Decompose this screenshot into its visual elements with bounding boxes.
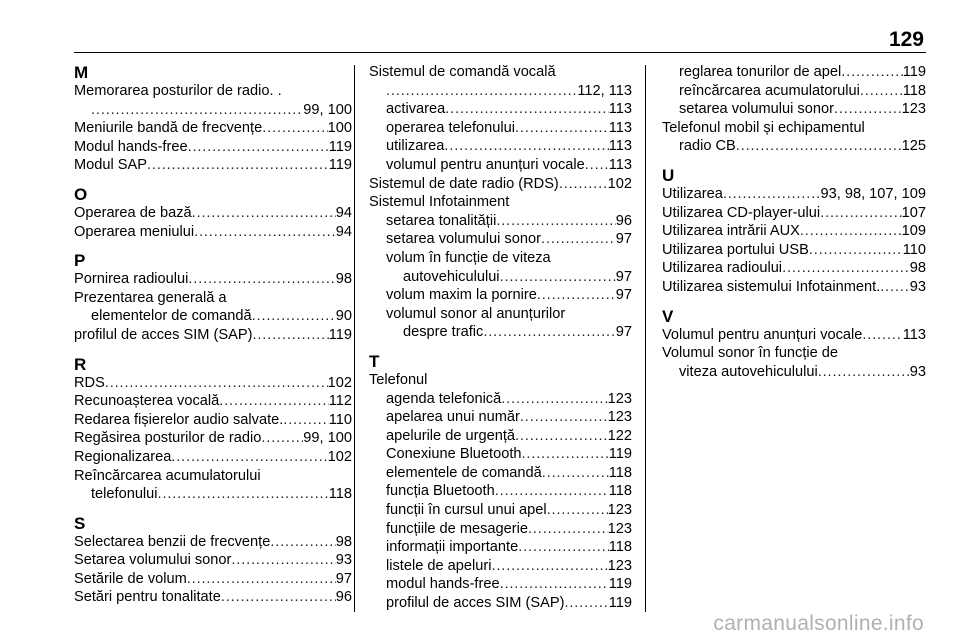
section-letter: P — [74, 251, 86, 271]
dot-leader — [518, 538, 609, 557]
index-entry — [369, 100, 632, 119]
entry-text: Selectarea benzii de frecvențe — [74, 533, 271, 550]
entry-text: Meniurile bandă de frecvențe — [74, 120, 263, 137]
dot-leader — [537, 286, 616, 305]
entry-line — [74, 392, 352, 411]
index-entry — [74, 411, 352, 430]
entry-text: Setările de volum — [74, 570, 187, 587]
page-reference: 123 — [607, 557, 632, 574]
entry-text: volum maxim la pornire — [386, 287, 537, 304]
dot-leader — [231, 551, 335, 570]
entry-line — [74, 411, 352, 430]
index-entry — [74, 467, 352, 504]
dot-leader — [723, 185, 821, 204]
dot-leader — [219, 392, 329, 411]
index-entry — [662, 278, 926, 297]
page-reference: 122 — [607, 427, 632, 444]
entry-text: Utilizarea portului USB — [662, 241, 809, 258]
page-reference: 102 — [327, 448, 352, 465]
page-reference: 98 — [335, 271, 352, 288]
entry-line — [662, 137, 926, 156]
dot-leader — [221, 588, 336, 607]
entry-text: listele de apeluri — [386, 557, 492, 574]
index-entry — [662, 222, 926, 241]
entry-text: Sistemul de date radio (RDS) — [369, 175, 559, 192]
index-entry — [369, 371, 632, 390]
index-entry — [662, 82, 926, 101]
page-reference: 97 — [615, 287, 632, 304]
page-reference: 118 — [608, 483, 632, 500]
page-reference: 113 — [608, 138, 632, 155]
entry-text: Telefonul mobil și echipamentul — [662, 119, 865, 136]
index-entry — [74, 448, 352, 467]
index-entry — [662, 63, 926, 82]
page-reference: 119 — [328, 326, 352, 343]
entry-text: reglarea tonurilor de apel — [679, 64, 842, 80]
index-entry — [74, 392, 352, 411]
page-reference: 97 — [615, 268, 632, 285]
dot-leader — [809, 241, 903, 260]
dot-leader — [158, 485, 329, 504]
page-reference: 113 — [608, 101, 632, 118]
index-entry — [369, 156, 632, 175]
entry-text: volumul sonor al anunțurilor — [386, 305, 566, 322]
page-reference: 123 — [607, 502, 632, 519]
column-divider — [645, 65, 646, 612]
entry-text: Redarea fișierelor audio salvate. — [74, 411, 284, 428]
page-number: 129 — [888, 28, 924, 51]
index-entry — [369, 305, 632, 342]
dot-leader — [270, 533, 335, 552]
entry-text: reîncărcarea acumulatorului — [679, 82, 860, 99]
entry-line — [679, 63, 926, 82]
dot-leader — [515, 119, 609, 138]
entry-line — [662, 185, 926, 204]
entry-text: telefonului — [91, 486, 158, 503]
entry-text: Utilizarea radioului — [662, 260, 783, 277]
entry-text: Sistemul Infotainment — [369, 194, 510, 211]
entry-line — [386, 464, 632, 483]
entry-line — [74, 223, 352, 242]
entry-line — [386, 390, 632, 409]
entry-line — [386, 268, 632, 287]
entry-line — [386, 445, 632, 464]
entry-text: volum în funcție de viteza — [386, 249, 551, 266]
page-reference: 90 — [335, 308, 352, 325]
dot-leader — [834, 100, 902, 119]
dot-leader — [495, 482, 609, 501]
index-entry — [369, 501, 632, 520]
page-reference: 100 — [327, 120, 352, 137]
index-entry — [74, 429, 352, 448]
index-entry — [74, 223, 352, 242]
entry-text: Volumul pentru anunțuri vocale — [662, 326, 863, 343]
entry-text: elementelor de comandă — [91, 308, 252, 325]
entry-line — [74, 588, 352, 607]
entry-text: Setări pentru tonalitate — [74, 589, 221, 606]
dot-leader — [192, 204, 336, 223]
entry-text: profilul de acces SIM (SAP) — [386, 595, 565, 612]
dot-leader — [188, 270, 335, 289]
dot-leader — [188, 138, 329, 157]
dot-leader — [501, 390, 607, 409]
entry-text: apelurile de urgență — [386, 427, 516, 444]
entry-line — [386, 575, 632, 594]
dot-leader — [782, 259, 910, 278]
entry-text: utilizarea — [386, 138, 445, 155]
entry-text: volumul pentru anunțuri vocale — [386, 156, 585, 173]
page-reference: 118 — [902, 82, 926, 99]
index-entry — [74, 138, 352, 157]
dot-leader — [445, 100, 609, 119]
index-entry — [74, 551, 352, 570]
section-letter: V — [662, 306, 674, 326]
entry-text: Regionalizarea — [74, 448, 172, 465]
page-reference: 94 — [335, 204, 352, 221]
dot-leader — [541, 230, 616, 249]
dot-leader — [147, 156, 329, 175]
entry-text: Regăsirea posturilor de radio — [74, 430, 262, 447]
entry-line — [74, 533, 352, 552]
entry-line — [74, 101, 352, 120]
entry-text: Conexiune Bluetooth — [386, 446, 522, 463]
dot-leader — [187, 570, 336, 589]
entry-line — [386, 137, 632, 156]
index-entry — [369, 408, 632, 427]
page-reference: 118 — [608, 539, 632, 556]
index-entry — [369, 175, 632, 194]
entry-text: Prezentarea generală a — [74, 289, 227, 306]
index-entry — [369, 520, 632, 539]
entry-text: Operarea meniului — [74, 223, 195, 240]
entry-line — [74, 448, 352, 467]
page-reference: 113 — [608, 119, 632, 136]
entry-text: autovehiculului — [403, 268, 500, 285]
page-reference: 97 — [335, 570, 352, 587]
page-reference: 119 — [328, 157, 352, 174]
page-reference: 118 — [608, 464, 632, 481]
header-rule — [74, 52, 926, 53]
dot-leader — [736, 137, 902, 156]
page-reference: 94 — [335, 223, 352, 240]
entry-text: agenda telefonică — [386, 390, 502, 407]
dot-leader — [500, 575, 609, 594]
entry-line — [74, 138, 352, 157]
section-letter: R — [74, 354, 87, 374]
dot-leader — [252, 326, 328, 345]
dot-leader — [91, 101, 303, 120]
dot-leader — [252, 307, 336, 326]
index-entry — [662, 259, 926, 278]
entry-text: profilul de acces SIM (SAP) — [74, 326, 253, 343]
index-entry — [662, 204, 926, 223]
entry-text: funcția Bluetooth — [386, 483, 495, 500]
entry-text: Setarea volumului sonor — [74, 552, 232, 569]
page-reference: 119 — [608, 595, 632, 612]
entry-text: RDS — [74, 374, 105, 391]
index-entry — [369, 538, 632, 557]
dot-leader — [528, 520, 608, 539]
page-reference: 119 — [328, 138, 352, 155]
index-entry — [369, 193, 632, 212]
index-entry — [369, 286, 632, 305]
entry-text: activarea — [386, 101, 446, 118]
index-entry — [74, 156, 352, 175]
page-reference: 93 — [909, 363, 926, 380]
dot-leader — [862, 326, 902, 345]
dot-leader — [491, 557, 607, 576]
watermark: carmanualsonline.info — [713, 612, 924, 635]
page-reference: 99, 100 — [303, 101, 352, 118]
page-reference: 97 — [615, 324, 632, 341]
section-letter: U — [662, 165, 675, 185]
entry-line — [74, 429, 352, 448]
entry-text: setarea volumului sonor — [386, 231, 541, 248]
page-reference: 119 — [608, 576, 632, 593]
dot-leader — [880, 278, 910, 297]
entry-text: Volumul sonor în funcție de — [662, 345, 839, 362]
entry-line — [369, 175, 632, 194]
entry-line — [662, 363, 926, 382]
index-entry — [74, 374, 352, 393]
entry-line — [386, 156, 632, 175]
entry-text: Utilizarea sistemului Infotainment. — [662, 278, 881, 295]
entry-line — [74, 374, 352, 393]
page-reference: 93, 98, 107, 109 — [820, 185, 926, 202]
index-entry — [369, 557, 632, 576]
index-entry — [662, 185, 926, 204]
page-reference: 110 — [902, 241, 926, 258]
entry-line — [386, 230, 632, 249]
index-entry — [662, 100, 926, 119]
entry-line — [74, 156, 352, 175]
index-column-1 — [74, 63, 352, 607]
index-column-2 — [369, 63, 632, 613]
entry-line — [662, 204, 926, 223]
section-letter: M — [74, 63, 89, 82]
page-reference: 113 — [608, 156, 632, 173]
index-column-3 — [662, 63, 926, 381]
entry-line — [679, 82, 926, 101]
entry-text: apelarea unui număr — [386, 409, 520, 426]
page-reference: 99, 100 — [303, 430, 352, 447]
index-entry — [369, 63, 632, 100]
entry-line — [386, 100, 632, 119]
dot-leader — [500, 268, 616, 287]
page-reference: 123 — [607, 520, 632, 537]
entry-text: Recunoașterea vocală — [74, 393, 220, 410]
index-entry — [369, 594, 632, 613]
index-entry — [369, 137, 632, 156]
entry-text: informații importante — [386, 539, 519, 556]
page-reference: 118 — [328, 486, 352, 503]
page-reference: 125 — [901, 138, 926, 155]
index-entry — [74, 289, 352, 326]
section-letter: O — [74, 184, 88, 204]
dot-leader — [515, 427, 608, 446]
section-letter: T — [369, 351, 380, 371]
index-entry — [74, 533, 352, 552]
entry-text: funcții în cursul unui apel — [386, 502, 547, 519]
index-entry — [369, 390, 632, 409]
page-reference: 123 — [607, 409, 632, 426]
entry-line — [662, 241, 926, 260]
page-reference: 119 — [902, 64, 926, 80]
index-entry — [662, 241, 926, 260]
index-entry — [74, 570, 352, 589]
entry-line — [74, 270, 352, 289]
entry-line — [386, 501, 632, 520]
page-reference: 98 — [335, 533, 352, 550]
index-entry — [369, 445, 632, 464]
entry-text: Operarea de bază — [74, 204, 192, 221]
entry-text: elementele de comandă — [386, 464, 542, 481]
entry-line — [74, 551, 352, 570]
entry-line — [662, 278, 926, 297]
index-entry — [74, 588, 352, 607]
entry-text: Reîncărcarea acumulatorului — [74, 467, 261, 484]
entry-line — [74, 570, 352, 589]
entry-text: setarea volumului sonor — [679, 101, 834, 118]
entry-text: funcțiile de mesagerie — [386, 520, 528, 537]
dot-leader — [818, 363, 910, 382]
dot-leader — [860, 82, 903, 101]
dot-leader — [171, 448, 327, 467]
index-entry — [369, 212, 632, 231]
entry-line — [386, 594, 632, 613]
page-reference: 123 — [607, 390, 632, 407]
entry-line — [386, 538, 632, 557]
dot-leader — [800, 222, 902, 241]
entry-line — [74, 307, 352, 326]
entry-line — [386, 520, 632, 539]
entry-text: viteza autovehiculului — [679, 363, 818, 380]
entry-line — [369, 82, 632, 101]
dot-leader — [261, 429, 303, 448]
section-letter: S — [74, 513, 86, 533]
entry-line — [386, 286, 632, 305]
index-entry — [662, 119, 926, 156]
entry-text: Modul hands-free — [74, 138, 188, 155]
entry-text: Utilizarea CD-player-ului — [662, 204, 821, 221]
entry-text: radio CB — [679, 138, 736, 155]
entry-line — [386, 212, 632, 231]
page-reference: 109 — [901, 223, 926, 240]
dot-leader — [283, 411, 328, 430]
index-entry — [74, 270, 352, 289]
entry-text: Utilizarea — [662, 185, 723, 202]
page-reference: 98 — [909, 260, 926, 277]
entry-text: modul hands-free — [386, 576, 500, 593]
entry-line — [386, 557, 632, 576]
entry-line — [74, 485, 352, 504]
page-reference: 112 — [328, 393, 352, 410]
index-entry — [369, 575, 632, 594]
index-entry — [74, 119, 352, 138]
page-reference: 102 — [327, 374, 352, 391]
page-reference: 102 — [607, 175, 632, 192]
index-entry — [74, 326, 352, 345]
page-reference: 107 — [901, 204, 926, 221]
index-entry — [369, 427, 632, 446]
index-entry — [74, 82, 352, 119]
dot-leader — [820, 204, 901, 223]
entry-line — [74, 204, 352, 223]
page-reference: 123 — [901, 101, 926, 118]
index-entry — [369, 249, 632, 286]
page-reference: 97 — [615, 231, 632, 248]
entry-line — [386, 427, 632, 446]
page-reference: 110 — [328, 411, 352, 428]
dot-leader — [262, 119, 327, 138]
entry-text: Memorarea posturilor de radio. . — [74, 83, 282, 99]
page-reference: 93 — [909, 278, 926, 295]
column-divider — [354, 65, 355, 612]
index-entry — [74, 204, 352, 223]
entry-line — [74, 326, 352, 345]
dot-leader — [444, 137, 608, 156]
entry-line — [386, 119, 632, 138]
dot-leader — [386, 82, 577, 101]
entry-line — [386, 323, 632, 342]
entry-line — [662, 326, 926, 345]
entry-line — [386, 408, 632, 427]
entry-text: Modul SAP — [74, 157, 148, 174]
entry-text: Utilizarea intrării AUX — [662, 223, 800, 240]
page-reference: 93 — [335, 552, 352, 569]
dot-leader — [105, 374, 328, 393]
entry-text: Sistemul de comandă vocală — [369, 64, 556, 80]
index-entry — [662, 344, 926, 381]
dot-leader — [841, 63, 902, 82]
page-reference: 96 — [335, 589, 352, 606]
entry-text: operarea telefonului — [386, 119, 516, 136]
page-reference: 119 — [608, 446, 632, 463]
index-entry — [662, 326, 926, 345]
entry-line — [386, 482, 632, 501]
entry-text: Telefonul — [369, 371, 428, 388]
entry-text: setarea tonalității — [386, 212, 497, 229]
entry-text: despre trafic — [403, 324, 484, 341]
dot-leader — [522, 445, 609, 464]
page-reference: 96 — [615, 212, 632, 229]
index-entry — [369, 464, 632, 483]
dot-leader — [520, 408, 608, 427]
dot-leader — [559, 175, 608, 194]
dot-leader — [585, 156, 609, 175]
entry-line — [679, 100, 926, 119]
dot-leader — [547, 501, 608, 520]
entry-line — [662, 259, 926, 278]
page-reference: 113 — [902, 326, 926, 343]
index-entry — [369, 230, 632, 249]
dot-leader — [564, 594, 608, 613]
entry-line — [74, 119, 352, 138]
page-reference: 112, 113 — [577, 82, 632, 99]
dot-leader — [483, 323, 615, 342]
index-entry — [369, 119, 632, 138]
dot-leader — [496, 212, 615, 231]
entry-text: Pornirea radioului — [74, 271, 189, 288]
entry-line — [662, 222, 926, 241]
dot-leader — [194, 223, 336, 242]
dot-leader — [542, 464, 609, 483]
index-entry — [369, 482, 632, 501]
